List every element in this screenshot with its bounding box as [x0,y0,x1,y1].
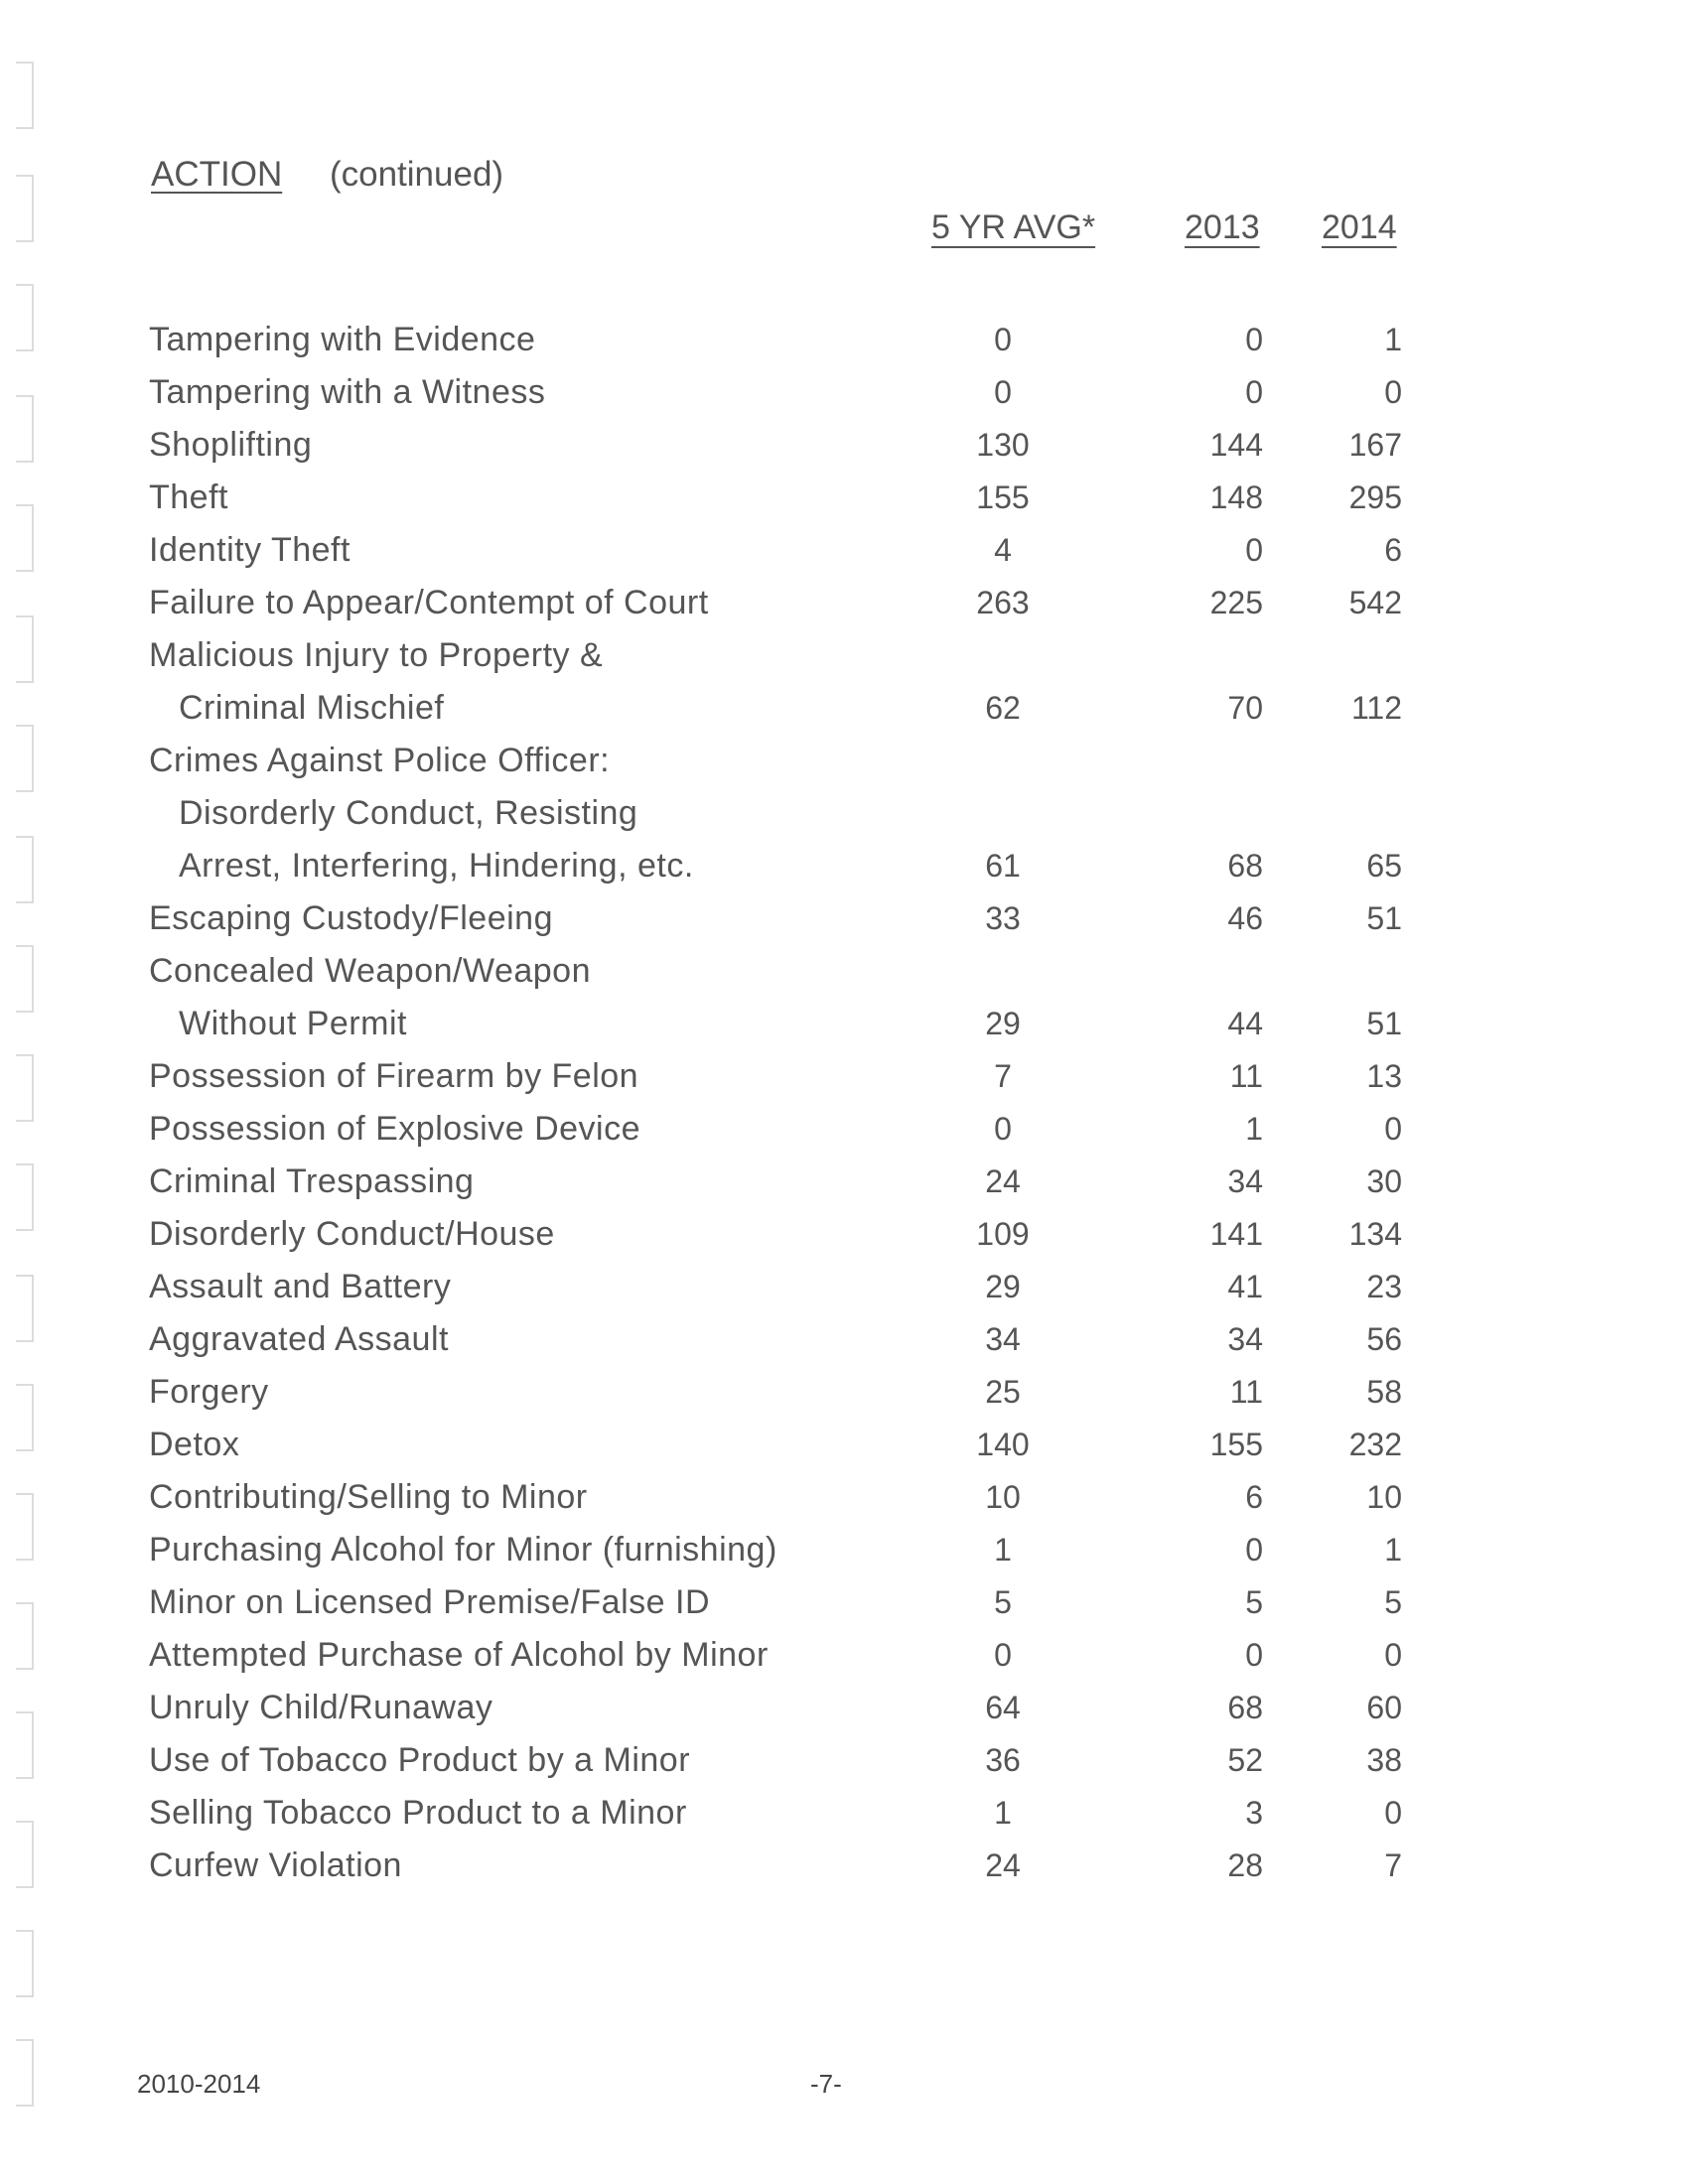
binder-hole-mark [16,2039,34,2107]
row-label: Detox [149,1426,240,1463]
value-2014: 134 [1348,1216,1402,1252]
value-2014: 56 [1366,1321,1402,1357]
table-row [0,1576,1688,1629]
row-label: Shoplifting [149,426,313,464]
table-row [0,1524,1688,1576]
binder-hole-mark [16,175,34,242]
value-5yr-avg: 24 [985,1163,1021,1199]
row-label: Tampering with a Witness [149,373,546,411]
value-2013: 144 [1209,427,1263,463]
row-label: Tampering with Evidence [149,321,536,358]
value-5yr-avg: 64 [985,1690,1021,1725]
value-2014: 1 [1384,322,1402,357]
value-2014: 0 [1384,1795,1402,1831]
row-label: Forgery [149,1373,269,1411]
row-label: Criminal Mischief [179,689,445,727]
value-2013: 0 [1245,1637,1263,1673]
value-5yr-avg: 29 [985,1269,1021,1304]
value-2014: 60 [1366,1690,1402,1725]
row-label: Attempted Purchase of Alcohol by Minor [149,1636,769,1674]
value-5yr-avg: 155 [976,479,1030,515]
value-2013: 0 [1245,322,1263,357]
value-5yr-avg: 140 [976,1427,1030,1462]
column-header-2014: 2014 [1322,208,1397,246]
value-2013: 11 [1229,1058,1263,1094]
row-label: Possession of Explosive Device [149,1110,641,1148]
table-row [0,629,1688,682]
value-2014: 0 [1384,374,1402,410]
value-5yr-avg: 10 [985,1479,1021,1515]
table-row [0,1208,1688,1261]
value-2013: 141 [1209,1216,1263,1252]
value-5yr-avg: 0 [994,322,1012,357]
value-2013: 28 [1227,1847,1263,1883]
section-subtitle: (continued) [329,155,504,194]
row-label: Curfew Violation [149,1846,402,1884]
table-row [0,945,1688,998]
table-row [0,1419,1688,1471]
value-5yr-avg: 24 [985,1847,1021,1883]
value-5yr-avg: 130 [976,427,1030,463]
column-header-2013: 2013 [1185,208,1260,246]
table-row [0,1471,1688,1524]
value-5yr-avg: 62 [985,690,1021,726]
value-2013: 46 [1227,900,1263,936]
row-label: Criminal Trespassing [149,1162,475,1200]
value-2014: 10 [1366,1479,1402,1515]
value-5yr-avg: 109 [976,1216,1030,1252]
value-2014: 6 [1384,532,1402,568]
row-label: Crimes Against Police Officer: [149,742,611,779]
section-heading [151,155,503,195]
row-label: Minor on Licensed Premise/False ID [149,1583,711,1621]
value-2014: 5 [1384,1584,1402,1620]
column-header-5yr-avg: 5 YR AVG* [931,208,1096,246]
value-5yr-avg: 61 [985,848,1021,884]
value-5yr-avg: 1 [994,1532,1012,1568]
table-row [0,840,1688,892]
table-row [0,735,1688,787]
table-row [0,1050,1688,1103]
row-label: Contributing/Selling to Minor [149,1478,588,1516]
row-label: Possession of Firearm by Felon [149,1057,639,1095]
row-label: Disorderly Conduct, Resisting [179,794,638,832]
value-2014: 112 [1350,690,1402,726]
value-2013: 0 [1245,1532,1263,1568]
row-label: Arrest, Interfering, Hindering, etc. [179,847,694,885]
table-row [0,1787,1688,1840]
value-2014: 1 [1384,1532,1402,1568]
value-5yr-avg: 5 [994,1584,1012,1620]
value-5yr-avg: 36 [985,1742,1021,1778]
table-row [0,1734,1688,1787]
value-2014: 65 [1366,848,1402,884]
row-label: Without Permit [179,1005,407,1042]
value-2014: 0 [1384,1111,1402,1147]
table-row [0,1313,1688,1366]
value-2013: 3 [1245,1795,1263,1831]
value-2013: 6 [1245,1479,1263,1515]
table-row [0,1366,1688,1419]
row-label: Aggravated Assault [149,1320,449,1358]
row-label: Escaping Custody/Fleeing [149,899,554,937]
binder-hole-mark [16,1930,34,1997]
section-title: ACTION [151,155,283,194]
row-label: Selling Tobacco Product to a Minor [149,1794,687,1832]
row-label: Malicious Injury to Property & [149,636,604,674]
value-5yr-avg: 1 [994,1795,1012,1831]
value-5yr-avg: 33 [985,900,1021,936]
value-2013: 0 [1245,532,1263,568]
table-row [0,998,1688,1050]
footer-year-range: 2010-2014 [137,2069,261,2099]
value-2013: 68 [1227,848,1263,884]
value-2014: 7 [1384,1847,1402,1883]
value-2013: 44 [1227,1006,1263,1041]
row-label: Assault and Battery [149,1268,452,1305]
value-2013: 225 [1209,585,1263,620]
table-row [0,892,1688,945]
row-label: Identity Theft [149,531,351,569]
value-2014: 23 [1366,1269,1402,1304]
value-2013: 68 [1227,1690,1263,1725]
value-2013: 70 [1227,690,1263,726]
value-5yr-avg: 7 [994,1058,1012,1094]
table-row [0,472,1688,524]
value-5yr-avg: 263 [976,585,1030,620]
value-2014: 232 [1348,1427,1402,1462]
value-5yr-avg: 29 [985,1006,1021,1041]
value-2014: 13 [1366,1058,1402,1094]
table-row [0,787,1688,840]
row-label: Purchasing Alcohol for Minor (furnishing) [149,1531,777,1569]
value-5yr-avg: 0 [994,1637,1012,1673]
binder-hole-mark [16,62,34,129]
row-label: Use of Tobacco Product by a Minor [149,1741,691,1779]
value-2014: 38 [1366,1742,1402,1778]
value-2014: 0 [1384,1637,1402,1673]
value-5yr-avg: 0 [994,374,1012,410]
row-label: Failure to Appear/Contempt of Court [149,584,709,621]
page-number: -7- [810,2069,842,2099]
row-label: Disorderly Conduct/House [149,1215,555,1253]
value-5yr-avg: 34 [985,1321,1021,1357]
table-row [0,419,1688,472]
table-row [0,1840,1688,1892]
value-2013: 148 [1209,479,1263,515]
value-2013: 41 [1227,1269,1263,1304]
value-2014: 295 [1348,479,1402,515]
value-2014: 58 [1366,1374,1402,1410]
row-label: Theft [149,478,228,516]
table-row [0,1261,1688,1313]
value-2013: 5 [1245,1584,1263,1620]
value-2014: 30 [1366,1163,1402,1199]
value-2013: 1 [1245,1111,1263,1147]
value-5yr-avg: 4 [994,532,1012,568]
value-2013: 34 [1227,1321,1263,1357]
table-row [0,682,1688,735]
value-2014: 51 [1366,1006,1402,1041]
table-row [0,1629,1688,1682]
value-2014: 51 [1366,900,1402,936]
table-row [0,577,1688,629]
value-2013: 34 [1227,1163,1263,1199]
row-label: Unruly Child/Runaway [149,1689,493,1726]
table-row [0,314,1688,366]
statistics-table [0,314,1688,1892]
value-5yr-avg: 0 [994,1111,1012,1147]
value-2013: 155 [1209,1427,1263,1462]
row-label: Concealed Weapon/Weapon [149,952,591,990]
table-row [0,366,1688,419]
table-row [0,524,1688,577]
table-row [0,1682,1688,1734]
table-row [0,1103,1688,1156]
value-2014: 542 [1348,585,1402,620]
value-2014: 167 [1348,427,1402,463]
value-2013: 0 [1245,374,1263,410]
value-2013: 52 [1227,1742,1263,1778]
table-row [0,1156,1688,1208]
value-5yr-avg: 25 [985,1374,1021,1410]
value-2013: 11 [1229,1374,1263,1410]
